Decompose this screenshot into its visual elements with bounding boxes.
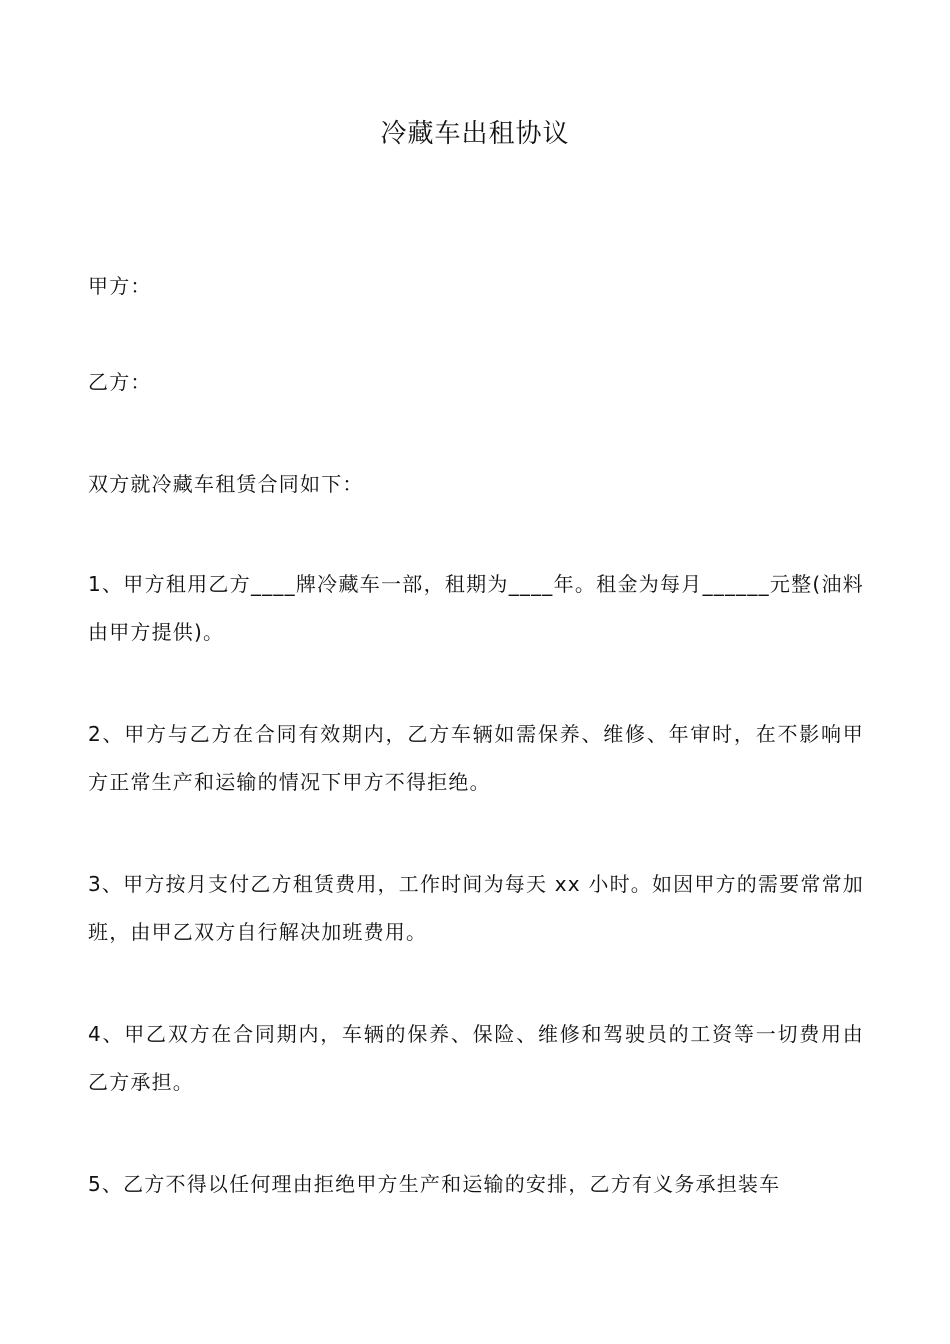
clause-1: 1、甲方租用乙方____牌冷藏车一部，租期为____年。租金为每月______元整(油料由甲方提供)。: [88, 572, 864, 644]
intro-paragraph: 双方就冷藏车租赁合同如下：: [88, 472, 364, 496]
clause-4: 4、甲乙双方在合同期内，车辆的保养、保险、维修和驾驶员的工资等一切费用由乙方承担。: [88, 1022, 864, 1094]
party-a-line: 甲方：: [88, 274, 152, 298]
clause-5: 5、乙方不得以任何理由拒绝甲方生产和运输的安排，乙方有义务承担装车: [88, 1172, 781, 1196]
clause-3: 3、甲方按月支付乙方租赁费用，工作时间为每天 xx 小时。如因甲方的需要常常加班，由甲乙双方自行解决加班费用。: [88, 872, 864, 944]
document-title: 冷藏车出租协议: [380, 119, 570, 149]
clause-2: 2、甲方与乙方在合同有效期内，乙方车辆如需保养、维修、年审时，在不影响甲方正常生产和运输的情况下甲方不得拒绝。: [88, 722, 864, 794]
party-b-line: 乙方：: [88, 370, 152, 394]
